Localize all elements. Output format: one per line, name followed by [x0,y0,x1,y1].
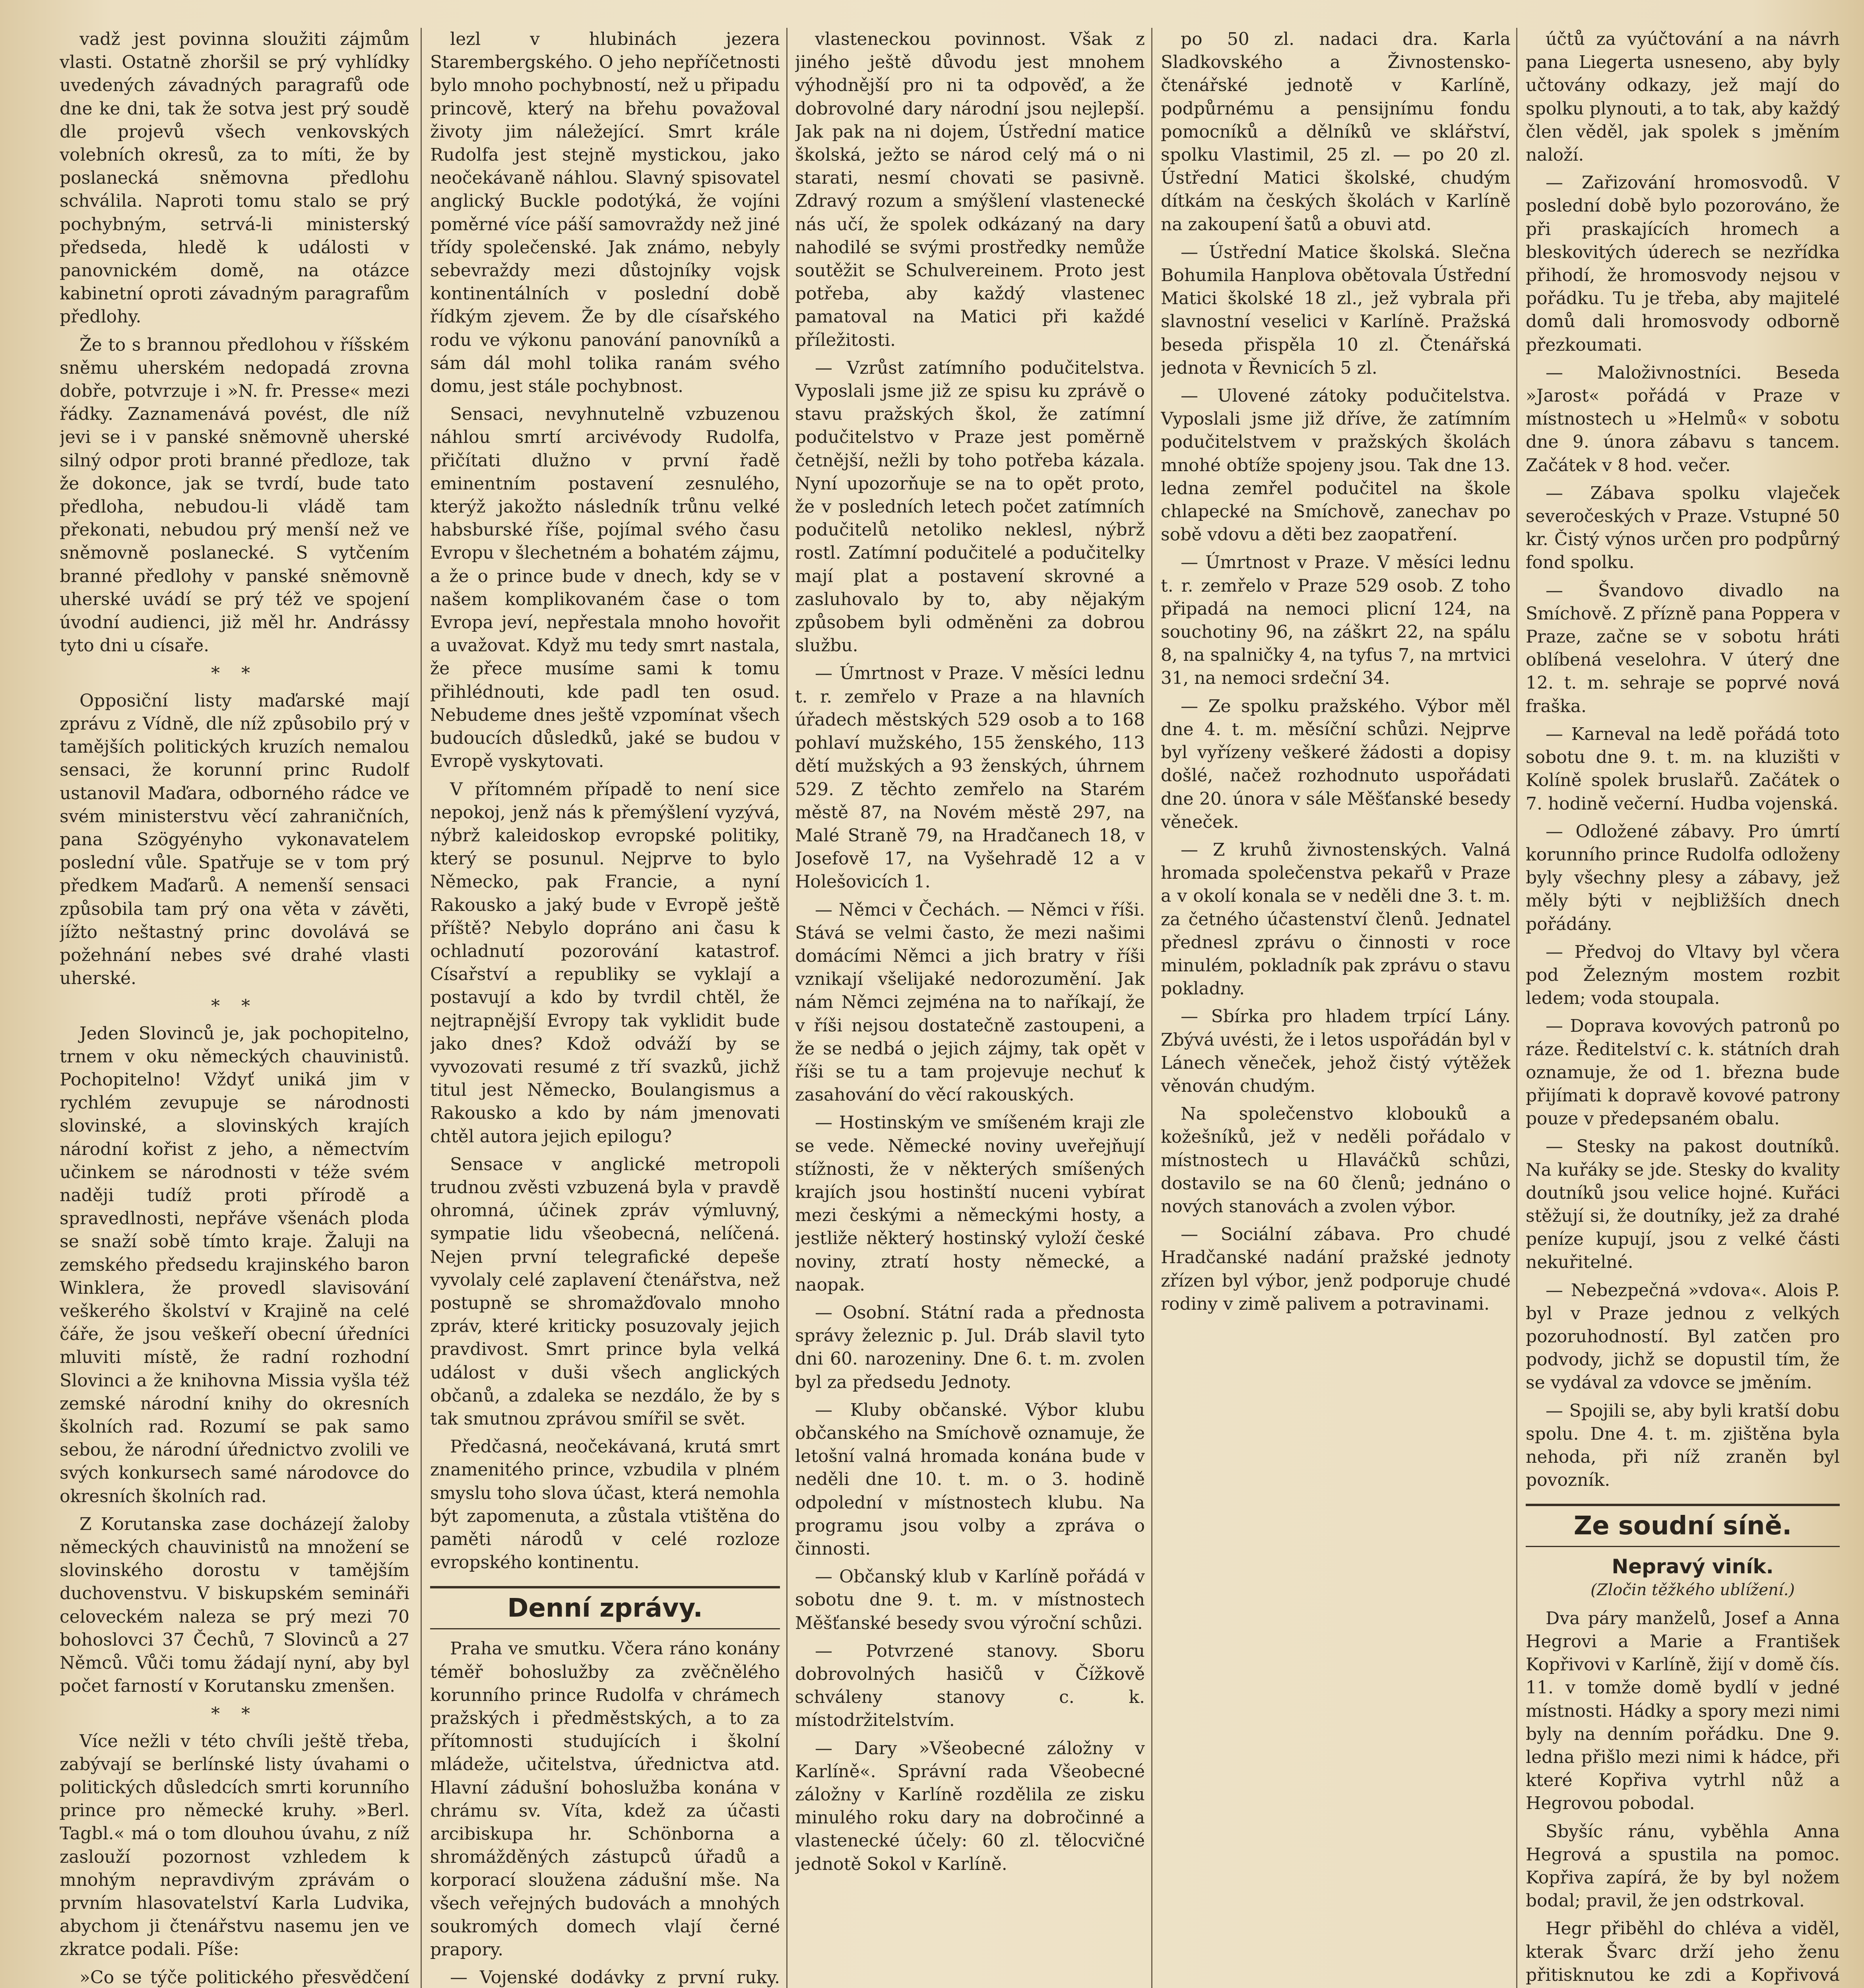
section-header: Ze soudní síně. [1573,1511,1792,1541]
section-header-box [430,1586,780,1629]
article-paragraph: Předčasná, neočekávaná, krutá smrt znamenitého prince, vzbudila v plném smyslu toho slova účast, která nemohla být zapomenuta, a zůstala vtištěna do paměti národů v celé rozloze evropského kontinentu. [430,1437,780,1573]
news-item: — Ulovené zátoky podučitelstva. Vyposlali jsme již dříve, že zatímním podučitelstvem v pražských školách mnohé obtíže spojeny jsou. Tak dne 13. ledna zemřel podučitel na škole chlapecké na Smíchově, zanechav po sobě vdovu a děti bez zaopatření. [1161,386,1511,545]
column-5 [1526,28,1840,1988]
column-rule [1516,28,1517,1988]
column-rule [421,28,422,1988]
article-paragraph: Že to s brannou předlohou v říšském sněmu uherském nedopadá zrovna dobře, potvrzuje i »N. fr. Presse« mezi řádky. Zaznamenává povést, dle níž jevi se i v panské sněmovně uherské silný odpor proti branné předloze, tak že dokonce, jak se tvrdí, bude tato předloha, nebudou-li vládě tam překonati, nebudou prý menší než ve sněmovně poslanecké. S vytčením branné předlohy v panské sněmovně uherské uvádí se prý též ve spojení úvodní audienci, již měl hr. Andrássy tyto dni u císaře. [60,334,409,656]
separator-stars: * * [211,663,258,684]
news-item: — Zábava spolku vlaječek severočeských v Praze. Vstupné 50 kr. Čistý výnos určen pro podpůrný fond spolku. [1526,483,1840,573]
article-paragraph: Dva páry manželů, Josef a Anna Hegrovi a Marie a František Kopřivovi v Karlíně, žijí v domě čís. 11. v tomže domě bydlí v jedné místnosti. Hádky a spory mezi nimi byly na denním pořádku. Dne 9. ledna přišlo mezi nimi k hádce, při které Kopřiva vytrhl nůž a Hegrovou pobodal. [1526,1608,1840,1814]
news-item: účtů za vyúčtování a na návrh pana Liegerta usneseno, aby byly učtovány odkazy, jež mají do spolku plynouti, a to tak, aby každý člen věděl, jak spolek s jměním naloží. [1526,29,1840,165]
news-item: po 50 zl. nadaci dra. Karla Sladkovského a Živnostensko-čtenářské jednotě v Karlíně, podpůrnému a pensijnímu fondu pomocníků a dělníků ve sklářství, spolku Vlastimil, 25 zl. — po 20 zl. Ústřední Matici školské, chudým dítkám na českých školách v Karlíně na zakoupení šatů a obuvi atd. [1161,29,1511,235]
column-3 [795,28,1145,1988]
column-rule [786,28,787,1988]
news-item: — Nebezpečná »vdova«. Alois P. byl v Praze jednou z velkých pozoruhodností. Byl zatčen pro podvody, jichž se dopustil tím, že se vydával za vdovce se jměním. [1526,1280,1840,1393]
news-item: — Osobní. Státní rada a přednosta správy železnic p. Jul. Dráb slavil tyto dni 60. narozeniny. Dne 6. t. m. zvolen byl za předsedu Jednoty. [795,1302,1145,1392]
news-item: — Občanský klub v Karlíně pořádá v sobotu dne 9. t. m. v místnostech Měšťanské besedy svou výroční schůzi. [795,1567,1145,1633]
article-paragraph: Sensaci, nevyhnutelně vzbuzenou náhlou smrtí arcivévody Rudolfa, přičítati dlužno v první řadě eminentním postavení zesnulého, kterýž jakožto následník trůnu velké habsburské říše, pojímal svého času Evropu v šlechetném a bohatém zájmu, a že o prince bude v dnech, kdy se v našem komplikovaném čase o tom Evropa jeví, nepřestala mnoho hovořit a uvažovat. Když mu tedy smrt nastala, že přece musíme sami k tomu přihlédnouti, kde padl ten osud. Nebudeme dnes ještě vzpomínat všech budoucích důsledků, jaké se budou v Evropě vyskytovati. [430,404,780,772]
column-1 [60,28,409,1988]
news-item: — Němci v Čechách. — Němci v říši. Stává se velmi často, že mezi našimi domácími Němci a jich bratry v říši vznikají všelijaké nedorozumění. Jak nám Němci zejména na to naříkají, že v říši nejsou dostatečně zastoupeni, a že se nedbá o jejich zájmy, tak opět v říši se tu a tam projevuje nechuť k zasahování do věcí rakouských. [795,899,1145,1105]
separator-stars: * * [211,996,258,1017]
article-paragraph: Z Korutanska zase docházejí žaloby německých chauvinistů na množení se slovinského dorostu v tamějším duchovenstvu. V biskupském semináři celoveckém naleza se prý mezi 70 bohoslovci 37 Čechů, 7 Slovinců a 27 Němců. Vůči tomu žádají nyní, aby byl počet farností v Korutansku zmenšen. [60,1514,409,1697]
article-paragraph: lezl v hlubinách jezera Starembergského. O jeho nepříčetnosti bylo mnoho pochybností, než u připadu princově, který na břehu považoval životy jim náležející. Smrt krále Rudolfa jest stejně mystickou, jako neočekávaně náhlou. Slavný spisovatel anglický Buckle podotýká, že vojíni poměrné více páší samovraždy než jiné třídy společenské. Jak známo, nebyly sebevraždy mezi důstojníky vojsk kontinentálních v poslední době řídkým zjevem. Že by dle císařského rodu ve výkonu panování panovníků a sám dál mohl tolika ranám svého domu, jest stále pochybnost. [430,29,780,397]
news-item: — Dary »Všeobecné záložny v Karlíně«. Správní rada Všeobecné záložny v Karlíně rozdělila ze zisku minulého roku dary na dobročinné a vlastenecké účely: 60 zl. tělocvičné jednotě Sokol v Karlíně. [795,1738,1145,1874]
article-paragraph: Jeden Slovinců je, jak pochopitelno, trnem v oku německých chauvinistů. Pochopitelno! Vždyť uniká jim v rychlém zevupuje se národnosti slovinské, a slovinských krajích národní kořist z jeho, a němectvím učinkem se národnosti v téže svém naději tudíž proti přírodě a spravedlnosti, nepřáve všenách ploda se snaží sobě tímto kraje. Žaluji na zemského předsedu krajinského baron Winklera, že provedl slavisování veškerého školství v Krajině na celé čáře, že jsou veškeří obecní úředníci mluviti místě, že radní rozhodní Slovinci a že knihovna Missia vyšla též zemské národní knihy do okresních školních rad. Rozumí se pak samo sebou, že národní úřednictvo zvolili ve svých konkursech samé národovce do okresních školních rad. [60,1023,409,1507]
article-paragraph: V přítomném případě to není sice nepokoj, jenž nás k přemýšlení vyzývá, nýbrž kaleidoskop evropské politiky, který se posunul. Nejprve to bylo Německo, pak Francie, a nyní Rakousko a jaký bude v Evropě ještě příště? Nebylo dopráno ani času k ochladnutí pozorování katastrof. Císařství a republiky se vyklají a postavují a kdo by tvrdil chtěl, že nejtrapnější Evropy tak vyklidit bude jako dnes? Kdož odváží by se vyvozovati resumé z tří svazků, jichž titul jest Německo, Boulangismus a Rakousko a kdo by nám jmenovati chtěl autora jejich epilogu? [430,779,780,1147]
news-item: — Potvrzené stanovy. Sboru dobrovolných hasičů v Čížkově schváleny stanovy c. k. místodržitelstvím. [795,1640,1145,1731]
news-item: — Úmrtnost v Praze. V měsíci lednu t. r. zemřelo v Praze 529 osob. Z toho připadá na nemoci plicní 124, na souchotiny 96, na záškrt 22, na spálu 8, na spalničky 4, na tyfus 7, na mrtvici 31, na nemoci srdeční 34. [1161,552,1511,689]
article-paragraph: vadž jest povinna sloužiti zájmům vlasti. Ostatně zhoršil se prý vyhlídky uvedených závadných paragrafů ode dne ke dni, tak že sotva jest prý soudě dle projevů všech venkovských volebních okresů, za to míti, že by poslanecká sněmovna předlohu schválila. Naproti tomu stalo se prý pochybným, setrvá-li ministerský předseda, hledě k události v panovnickém domě, na otázce kabinetní oproti závadným paragrafům předlohy. [60,29,409,327]
article-paragraph: Sbyšíc ránu, vyběhla Anna Hegrová a spustila na pomoc. Kopřiva zapírá, že by byl nožem bodal; pravil, že jen odstrkoval. [1526,1821,1840,1911]
article-paragraph: Sensace v anglické metropoli trudnou zvěsti vzbuzená byla v pravdě ohromná, účinek zpráv výmluvný, sympatie lidu všeobecná, nelíčená. Nejen první telegrafické depeše vyvolaly celé zaplavení čtenářstva, než postupně se shromažďovalo mnoho zpráv, které kriticky posuzovaly jejich pravdivost. Smrt prince byla velká událost v duši všech anglických občanů, a zdaleka se nezdálo, že by s tak smutnou zprávou smířil se svět. [430,1154,780,1429]
separator-stars: * * [211,1704,258,1724]
article-paragraph: »Co se týče politického přesvědčení [80,1967,409,1988]
section-header: Denní zprávy. [507,1594,703,1623]
news-item: — Ze spolku pražského. Výbor měl dne 4. t. m. měsíční schůzi. Nejprve byl vyřízeny veškeré žádosti a dopisy došlé, načež rozhodnuto uspořádati dne 20. února v sále Měšťanské besedy věneček. [1161,696,1511,832]
news-item: Praha ve smutku. Včera ráno konány téměř bohoslužby za zvěčnělého korunního prince Rudolfa v chrámech pražských i předměstských, a to za přítomnosti studujících i školní mládeže, učitelstva, úřednictva atd. Hlavní zádušní bohoslužba konána v chrámu sv. Víta, kdež za účasti arcibiskupa hr. Schönborna a shromážděných zástupců úřadů a korporací sloužena zádušní mše. Na všech veřejných budovách a mnohých soukromých domech vlají černé prapory. [430,1639,780,1960]
news-item: — Předvoj do Vltavy byl včera pod Železným mostem rozbit ledem; voda stoupala. [1526,942,1840,1009]
news-item: — Švandovo divadlo na Smíchově. Z přízně pana Poppera v Praze, začne se v sobotu hráti oblíbená veselohra. V úterý dne 12. t. m. sehraje se poprvé nová fraška. [1526,580,1840,716]
news-item: vlasteneckou povinnost. Však z jiného ještě důvodu jest mnohem výhodnější pro ni ta odpověď, a že dobrovolné dary národní jsou nejlepší. Jak pak na ni dojem, Ústřední matice školská, ježto se národ celý má o ni starati, nesmí chovati se pasivně. Zdravý rozum a smýšlení vlastenecké nás učí, že spolek odkázaný na dary nahodilé se svými prostředky nemůže soutěžit se Schulvereinem. Proto jest potřeba, aby každý vlastenec pamatoval na Matici při každé příležitosti. [795,29,1145,350]
column-4 [1161,28,1511,1988]
court-article-title: Nepravý viník. [1612,1555,1774,1578]
news-item: — Ústřední Matice školská. Slečna Bohumila Hanplova obětovala Ústřední Matici školské 18 zl., jež vybrala při slavnostní veselici v Karlíně. Pražská beseda přispěla 10 zl. Čtenářská jednota v Řevnicích 5 zl. [1161,242,1511,378]
news-item: — Sbírka pro hladem trpící Lány. Zbývá uvésti, že i letos uspořádán byl v Lánech věneček, jehož čistý výtěžek věnován chudým. [1161,1006,1511,1096]
column-rule [1151,28,1152,1988]
news-item: — Odložené zábavy. Pro úmrtí korunního prince Rudolfa odloženy byly všechny plesy a zábavy, jež měly býti v nejbližších dnech pořádány. [1526,821,1840,934]
news-item: — Karneval na ledě pořádá toto sobotu dne 9. t. m. na kluzišti v Kolíně spolek bruslařů. Začátek o 7. hodině večerní. Hudba vojenská. [1526,724,1840,814]
news-item: — Stesky na pakost doutníků. Na kuřáky se jde. Stesky do kvality doutníků jsou velice hojné. Kuřáci stěžují si, že doutníky, jež za drahé peníze kupují, jsou z velké části nekuřitelné. [1526,1136,1840,1273]
news-item: — Spojili se, aby byli kratší dobu spolu. Dne 4. t. m. zjištěna byla nehoda, při níž zraněn byl povozník. [1526,1400,1840,1491]
news-item: — Kluby občanské. Výbor klubu občanského na Smíchově oznamuje, že letošní valná hromada konána bude v neděli dne 10. t. m. o 3. hodině odpolední v místnostech klubu. Na programu jsou volby a zpráva o činnosti. [795,1400,1145,1559]
news-item: — Z kruhů živnostenských. Valná hromada společenstva pekařů v Praze a v okolí konala se v neděli dne 3. t. m. za četného účastenství členů. Jednatel přednesl zprávu o činnosti v roce minulém, pokladník pak zprávu o stavu pokladny. [1161,839,1511,999]
column-2 [430,28,780,1988]
news-item: — Doprava kovových patronů po ráze. Ředitelství c. k. státních drah oznamuje, že od 1. března bude přijímati k dopravě kovové patrony pouze v předepsaném obalu. [1526,1016,1840,1129]
section-header-box [1526,1504,1840,1547]
news-item: — Vzrůst zatímního podučitelstva. Vyposlali jsme již ze spisu ku zprávě o stavu pražských škol, že zatímní podučitelstvo v Praze jest poměrně četnější, nežli by toho potřeba kázala. Nyní upozorňuje se na to opět proto, že v posledních letech počet zatímních podučitelů netoliko neklesl, nýbrž rostl. Zatímní podučitelé a podučitelky mají plat a postavení skrovné a zasluhovalo by to, aby nějakým způsobem byli odměněni za dobrou službu. [795,357,1145,656]
news-item: — Maloživnostníci. Beseda »Jarost« pořádá v Praze v místnostech u »Helmů« v sobotu dne 9. února zábavu s tancem. Začátek v 8 hod. večer. [1526,362,1840,476]
article-paragraph: Hegr přiběhl do chléva a viděl, kterak Švarc drží jeho ženu přitisknutou ke zdi a Kopřivová [1526,1918,1840,1985]
article-paragraph: Opposiční listy maďarské mají zprávu z Vídně, dle níž způsobilo prý v tamějších politických kruzích nemalou sensaci, že korunní princ Rudolf ustanovil Maďara, odborného rádce ve svém ministerstvu věcí zahraničních, pana Szögyényho vykonavatelem poslední vůle. Spatřuje se v tom prý předkem Maďarů. A nemenší sensaci způsobila tam prý ona věta v závěti, jížto neštastný princ dovolává se požehnání nebes své drahé vlasti uherské. [60,690,409,989]
article-paragraph: Více nežli v této chvíli ještě třeba, zabývají se berlínské listy úvahami o politických důsledcích smrti korunního prince pro německé kruhy. »Berl. Tagbl.« má o tom dlouhou úvahu, z níž zaslouží pozornost vzhledem k mnohým nepravdivým zprávám o prvním hlasovatelství Karla Ludvika, abychom ji čtenářstvu nasemu jen ve zkratce podali. Píše: [60,1731,409,1960]
news-item: — Úmrtnost v Praze. V měsíci lednu t. r. zemřelo v Praze a na hlavních úřadech městských 529 osob a to 168 pohlaví mužského, 155 ženského, 113 dětí mužských a 93 ženských, úhrnem 529. Z těchto zemřelo na Starém městě 87, na Novém městě 297, na Malé Straně 79, na Hradčanech 18, v Josefově 17, na Vyšehradě 12 a v Holešovicích 1. [795,663,1145,892]
news-item: — Hostinským ve smíšeném kraji zle se vede. Německé noviny uveřejňují stížnosti, že v některých smíšených krajích jsou hostinští nuceni vybírat mezi českými a německými hosty, a jestliže některý hostinský vyloží české noviny, ztratí hosty německé, a naopak. [795,1112,1145,1295]
news-item: — Sociální zábava. Pro chudé Hradčanské nadání pražské jednoty zřízen byl výbor, jenž podporuje chudé rodiny v zimě palivem a potravinami. [1161,1224,1511,1314]
news-item: — Zařizování hromosvodů. V poslední době bylo pozorováno, že při praskajících hromech a bleskovitých úderech se nezřídka přihodí, že hromosvody nejsou v pořádku. Tu je třeba, aby majitelé domů dali hromosvody odborně přezkoumati. [1526,173,1840,355]
news-item: Na společenstvo klobouků a kožešníků, jež v neděli pořádalo v místnostech u Hlaváčků schůzi, dostavilo se na 60 členů; jednáno o nových stanovách a zvolen výbor. [1161,1104,1511,1217]
news-item: — Vojenské dodávky z první ruky. [450,1967,780,1988]
court-article-subtitle: (Zločin těžkého ublížení.) [1591,1580,1795,1599]
